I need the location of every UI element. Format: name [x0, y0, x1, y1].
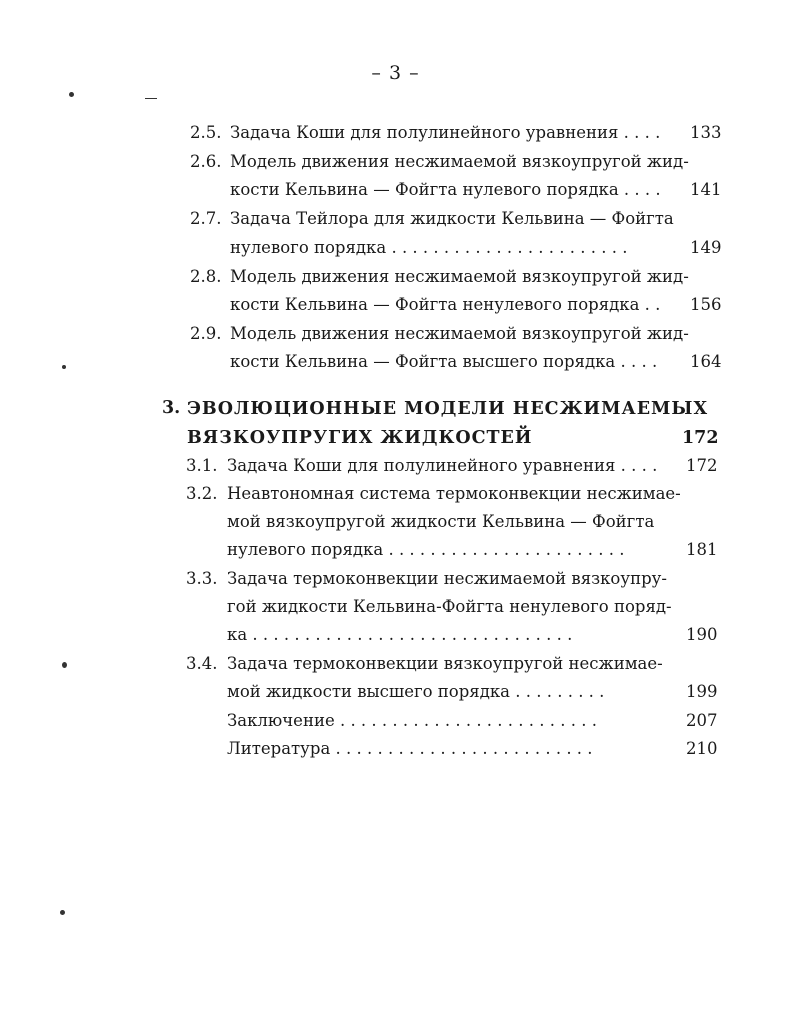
toc-entry-text: Неавтономная система термоконвекции несжимае-	[227, 484, 681, 503]
scan-speck	[145, 98, 157, 99]
toc-entry-page: 172	[686, 456, 718, 475]
chapter-title: ЭВОЛЮЦИОННЫЕ МОДЕЛИ НЕСЖИМАЕМЫХ	[187, 399, 709, 419]
toc-entry-number: 3.2.	[186, 484, 218, 503]
toc-entry-text: Задача Коши для полулинейного уравнения . . . .	[227, 456, 658, 475]
toc-entry-text: Литература . . . . . . . . . . . . . . . . . . . . . . . . .	[227, 739, 593, 758]
toc-entry-page: 164	[690, 352, 722, 371]
chapter-title: ВЯЗКОУПРУГИХ ЖИДКОСТЕЙ	[187, 428, 533, 448]
chapter-number: 3.	[162, 398, 181, 418]
scan-speck	[62, 662, 67, 668]
toc-entry-text: ка . . . . . . . . . . . . . . . . . . . . . . . . . . . . . . .	[227, 625, 573, 644]
toc-entry-text: нулевого порядка . . . . . . . . . . . . . . . . . . . . . . .	[227, 540, 625, 559]
toc-entry-text: кости Кельвина — Фойгта ненулевого порядка . .	[230, 295, 661, 314]
toc-entry-text: Модель движения несжимаемой вязкоупругой жид-	[230, 267, 689, 286]
toc-entry-page: 141	[690, 180, 722, 199]
toc-entry-number: 2.6.	[190, 152, 222, 171]
toc-entry-text: Задача термоконвекции несжимаемой вязкоупру-	[227, 569, 667, 588]
toc-entry-number: 3.4.	[186, 654, 218, 673]
toc-entry-text: Модель движения несжимаемой вязкоупругой жид-	[230, 152, 689, 171]
toc-entry-page: 199	[686, 682, 718, 701]
toc-entry-text: мой жидкости высшего порядка . . . . . . . . .	[227, 682, 605, 701]
toc-entry-page: 190	[686, 625, 718, 644]
scan-speck	[60, 910, 65, 915]
toc-entry-text: Модель движения несжимаемой вязкоупругой жид-	[230, 324, 689, 343]
toc-entry-text: Задача Коши для полулинейного уравнения . . . .	[230, 123, 661, 142]
toc-entry-page: 156	[690, 295, 722, 314]
toc-entry-number: 3.3.	[186, 569, 218, 588]
toc-entry-text: кости Кельвина — Фойгта высшего порядка . . . .	[230, 352, 658, 371]
toc-entry-page: 181	[686, 540, 718, 559]
toc-entry-page: 133	[690, 123, 722, 142]
toc-entry-text: гой жидкости Кельвина-Фойгта ненулевого поряд-	[227, 597, 672, 616]
toc-entry-number: 2.7.	[190, 209, 222, 228]
toc-entry-text: кости Кельвина — Фойгта нулевого порядка . . . .	[230, 180, 661, 199]
scan-speck	[62, 365, 66, 369]
toc-entry-number: 2.9.	[190, 324, 222, 343]
toc-entry-text: Задача Тейлора для жидкости Кельвина — Фойгта	[230, 209, 674, 228]
toc-entry-page: 210	[686, 739, 718, 758]
toc-entry-number: 2.8.	[190, 267, 222, 286]
toc-entry-page: 149	[690, 238, 722, 257]
toc-entry-text: Задача термоконвекции вязкоупругой несжимае-	[227, 654, 663, 673]
toc-entry-text: нулевого порядка . . . . . . . . . . . . . . . . . . . . . . .	[230, 238, 628, 257]
page-number: – 3 –	[371, 62, 420, 84]
chapter-page: 172	[682, 428, 719, 448]
toc-entry-page: 207	[686, 711, 718, 730]
scan-speck	[69, 92, 74, 97]
toc-entry-number: 3.1.	[186, 456, 218, 475]
toc-entry-text: мой вязкоупругой жидкости Кельвина — Фойгта	[227, 512, 655, 531]
toc-entry-number: 2.5.	[190, 123, 222, 142]
toc-entry-text: Заключение . . . . . . . . . . . . . . . . . . . . . . . . .	[227, 711, 597, 730]
